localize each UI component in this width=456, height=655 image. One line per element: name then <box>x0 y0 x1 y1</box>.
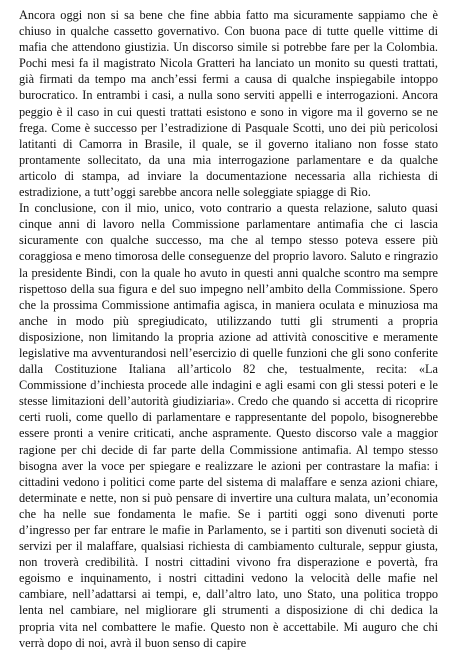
paragraph-treaties: Ancora oggi non si sa bene che fine abbia fatto ma sicuramente sappiamo che è chiuso in qualche cassetto governativo. Con buona pace di tutte quelle vittime di mafia che attendono giustizia. Un discorso simile si potrebbe fare per la Colombia. Pochi mesi fa il magistrato Nicola Gratteri ha lanciato un monito su questi trattati, già firmati da tempo ma anch’essi fermi a causa di qualche inspiegabile intoppo burocratico. In entrambi i casi, a nulla sono serviti appelli e interrogazioni. Ancora peggio è il caso in cui questi trattati esistono e sono in vigore ma il governo se ne frega. Come è successo per l’estradizione di Pasquale Scotti, uno dei più pericolosi latitanti di Camorra in Brasile, il quale, se il governo italiano non fosse stato prontamente sollecitato, da una mia interrogazione parlamentare e da qualche articolo di stampa, ad inviare la documentazione necessaria alla richiesta di estradizione, a tutt’oggi sarebbe ancora nelle soleggiate spiagge di Rio. <box>19 8 438 200</box>
paragraph-conclusion: In conclusione, con il mio, unico, voto contrario a questa relazione, saluto quasi cinque anni di lavoro nella Commissione parlamentare antimafia che ci lascia sicuramente con qualche successo, ma che al tempo stesso poteva essere più coraggiosa e meno timorosa delle conseguenze del proprio lavoro. Saluto e ringrazio la presidente Bindi, con la quale ho avuto in questi anni qualche scontro ma sempre rispettoso della sua figura e del suo impegno nell’ambito della Commissione. Spero che la prossima Commissione antimafia agisca, in maniera oculata e minuziosa ma anche in modo più spregiudicato, utilizzando tutti gli strumenti a propria disposizione, non limitando la propria azione ad attività conoscitive e meramente legislative ma avventurandosi nell’esercizio di quelle funzioni che gli sono conferite dalla Costituzione Italiana all’articolo 82 che, testualmente, recita: «La Commissione d’inchiesta procede alle indagini e agli esami con gli stessi poteri e le stesse limitazioni dell’autorità giudiziaria». Credo che quando si accetta di ricoprire certi ruoli, come quello di parlamentare e rappresentante del popolo, bisognerebbe essere pronti a venire criticati, anche aspramente. Questo discorso vale a maggior ragione per chi decide di far parte della Commissione antimafia. Al tempo stesso bisogna aver la voce per spiegare e realizzare le azioni per contrastare la mafia: i cittadini vedono i politici come parte del sistema di malaffare e senza azioni chiare, determinate e nette, non si può pensare di invertire una cultura malata, un’economia che ha nelle sue fondamenta le mafie. Se i partiti oggi sono divenuti porte d’ingresso per far entrare le mafie in Parlamento, se i partiti son divenuti società di servizi per il malaffare, qualsiasi richiesta di cambiamento culturale, seppur giusta, non troverà credibilità. I nostri cittadini vivono fra disperazione e povertà, fra egoismo e inquinamento, i nostri cittadini vedono la velocità delle mafie nel cambiare, nell’adattarsi ai tempi, e, dall’altro lato, uno Stato, una politica troppo lenta nel cambiare, nel migliorare gli strumenti a disposizione di chi dedica la propria vita nel combattere le mafie. Questo non è accettabile. Mi auguro che chi verrà dopo di noi, avrà il buon senso di capire <box>19 201 438 650</box>
